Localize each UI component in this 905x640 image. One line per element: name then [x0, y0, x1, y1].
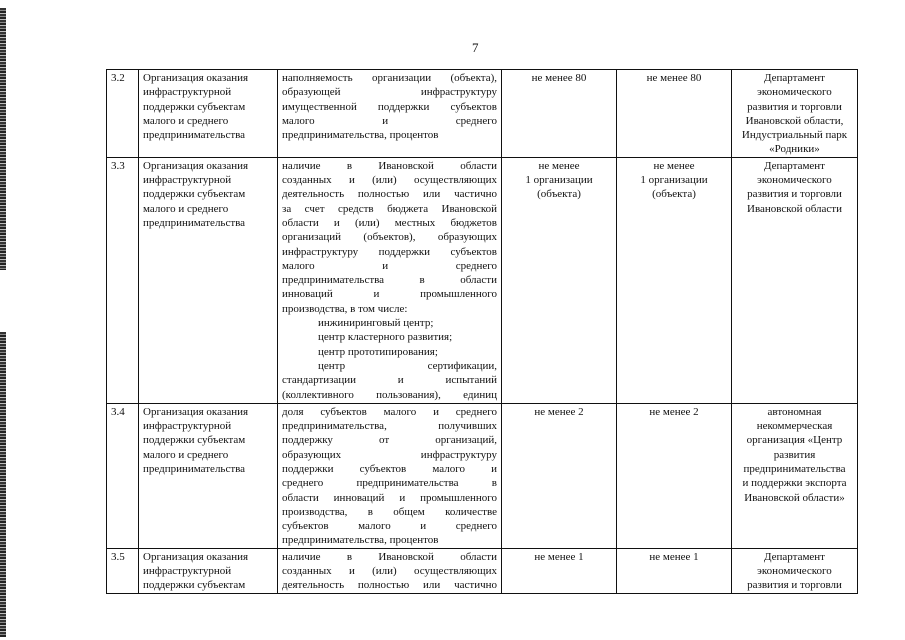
measures-table: [106, 69, 858, 594]
value-line: не менее: [538, 159, 580, 172]
indicator-line: наличие в Ивановской области: [282, 550, 497, 563]
responsible-cell: [732, 403, 858, 548]
responsible-line: экономического: [757, 86, 832, 99]
responsible-line: предпринимательства: [743, 462, 846, 475]
responsible-line: Ивановской области: [747, 202, 842, 215]
value-line: не менее 2: [534, 405, 584, 418]
responsible-cell: [732, 548, 858, 593]
measure-name-line: инфраструктурной: [143, 565, 232, 578]
value-line: не менее: [653, 159, 695, 172]
indicator-line: области инноваций и промышленного: [282, 491, 497, 504]
responsible-line: развития и торговли: [747, 188, 842, 201]
indicator-line: доля субъектов малого и среднего: [282, 405, 497, 418]
responsible-cell: [732, 157, 858, 403]
measure-name-line: поддержки субъектам: [143, 188, 246, 201]
measure-name-line: малого и среднего: [143, 202, 229, 215]
infrastructure-list-item: центр сертификации,: [318, 359, 497, 372]
table-row: [107, 548, 858, 593]
value-line: не менее 1: [534, 550, 584, 563]
indicator-line: имущественной поддержки субъектов: [282, 100, 497, 113]
indicator-line: малого и среднего: [282, 114, 497, 127]
indicator-line: поддержку от организаций,: [282, 434, 497, 447]
measure-name-line: инфраструктурной: [143, 420, 232, 433]
indicator-cell: [278, 548, 502, 593]
infrastructure-list-item: центр кластерного развития;: [318, 331, 453, 344]
responsible-line: Департамент: [763, 159, 825, 172]
value-2023-cell: [502, 157, 617, 403]
indicator-line: деятельность полностью или частично: [282, 188, 497, 201]
row-number: 3.4: [107, 403, 139, 548]
table-row: [107, 157, 858, 403]
indicator-line: наполняемость организации (объекта),: [282, 72, 497, 84]
value-line: не менее 80: [531, 72, 587, 84]
responsible-line: развития: [773, 448, 816, 461]
value-line: (объекта): [652, 188, 696, 201]
indicator-line: производства, в общем количестве: [282, 505, 497, 518]
responsible-line: Ивановской области,: [745, 114, 844, 127]
measure-name-cell: [139, 548, 278, 593]
measure-name-line: предпринимательства: [143, 216, 246, 229]
scan-edge-artifact: [0, 8, 6, 270]
indicator-line: образующей инфраструктуру: [282, 86, 497, 99]
responsible-line: автономная: [767, 405, 822, 418]
measure-name-line: предпринимательства: [143, 462, 246, 475]
indicator-line: предпринимательства, процентов: [282, 129, 439, 142]
value-line: (объекта): [537, 188, 581, 201]
indicator-line: инноваций и промышленного: [282, 288, 497, 301]
row-number: 3.5: [107, 548, 139, 593]
measure-name-line: Организация оказания: [143, 159, 249, 172]
responsible-line: и поддержки экспорта: [742, 477, 847, 490]
value-2024-cell: [617, 157, 732, 403]
value-line: 1 организации: [525, 174, 593, 187]
value-2024-cell: [617, 70, 732, 158]
measure-name-line: инфраструктурной: [143, 86, 232, 99]
measure-name-line: поддержки субъектам: [143, 100, 246, 113]
indicator-line: стандартизации и испытаний: [282, 374, 497, 387]
indicator-line: поддержки субъектов малого и: [282, 462, 497, 475]
table-row: [107, 70, 858, 158]
value-2024-cell: [617, 403, 732, 548]
measure-name-line: Организация оказания: [143, 550, 249, 563]
value-line: не менее 2: [649, 405, 699, 418]
table-row: [107, 403, 858, 548]
indicator-line: созданных и (или) осуществляющих: [282, 565, 497, 578]
indicator-line: деятельность полностью или частично: [282, 579, 497, 592]
indicator-line: образующих инфраструктуру: [282, 448, 497, 461]
indicator-line: области и (или) местных бюджетов: [282, 216, 497, 229]
value-2023-cell: [502, 70, 617, 158]
measure-name-line: малого и среднего: [143, 448, 229, 461]
responsible-line: организация «Центр: [746, 434, 843, 447]
measure-name-line: Организация оказания: [143, 405, 249, 418]
responsible-line: некоммерческая: [756, 420, 833, 433]
infrastructure-list-item: центр прототипирования;: [318, 345, 438, 358]
row-number: 3.3: [107, 157, 139, 403]
value-2023-cell: [502, 403, 617, 548]
measure-name-line: предпринимательства: [143, 129, 246, 142]
responsible-line: экономического: [757, 565, 832, 578]
measure-name-line: поддержки субъектам: [143, 434, 246, 447]
value-line: не менее 80: [646, 72, 702, 84]
scan-edge-artifact: [0, 332, 6, 637]
indicator-cell: [278, 403, 502, 548]
value-2023-cell: [502, 548, 617, 593]
measure-name-line: малого и среднего: [143, 114, 229, 127]
responsible-line: Департамент: [763, 550, 825, 563]
measure-name-line: поддержки субъектам: [143, 579, 246, 592]
indicator-line: наличие в Ивановской области: [282, 159, 497, 172]
indicator-line: производства, в том числе:: [282, 302, 408, 315]
responsible-line: Индустриальный парк: [741, 129, 848, 142]
responsible-line: развития и торговли: [747, 100, 842, 113]
measure-name-cell: [139, 403, 278, 548]
indicator-line: предпринимательства в области: [282, 274, 497, 287]
indicator-line: (коллективного пользования), единиц: [282, 388, 497, 401]
responsible-line: Департамент: [763, 72, 825, 84]
row-number: 3.2: [107, 70, 139, 158]
infrastructure-list-item: инжиниринговый центр;: [318, 317, 434, 330]
indicator-line: среднего предпринимательства в: [282, 477, 497, 490]
value-2024-cell: [617, 548, 732, 593]
indicator-cell: [278, 70, 502, 158]
page-number: 7: [472, 40, 479, 55]
value-line: 1 организации: [640, 174, 708, 187]
indicator-line: предпринимательства, получивших: [282, 420, 497, 433]
value-line: не менее 1: [649, 550, 699, 563]
responsible-line: «Родники»: [769, 143, 820, 156]
measure-name-cell: [139, 70, 278, 158]
responsible-line: экономического: [757, 174, 832, 187]
indicator-line: инфраструктуру поддержки субъектов: [282, 245, 497, 258]
responsible-cell: [732, 70, 858, 158]
indicator-line: организаций (объектов), образующих: [282, 231, 497, 244]
indicator-cell: [278, 157, 502, 403]
indicator-line: предпринимательства, процентов: [282, 534, 439, 547]
responsible-line: Ивановской области»: [744, 491, 845, 504]
measure-name-line: инфраструктурной: [143, 174, 232, 187]
measure-name-line: Организация оказания: [143, 72, 249, 84]
indicator-line: созданных и (или) осуществляющих: [282, 174, 497, 187]
indicator-line: малого и среднего: [282, 259, 497, 272]
indicator-line: субъектов малого и среднего: [282, 520, 497, 533]
responsible-line: развития и торговли: [747, 579, 842, 592]
indicator-line: за счет средств бюджета Ивановской: [282, 202, 497, 215]
measure-name-cell: [139, 157, 278, 403]
